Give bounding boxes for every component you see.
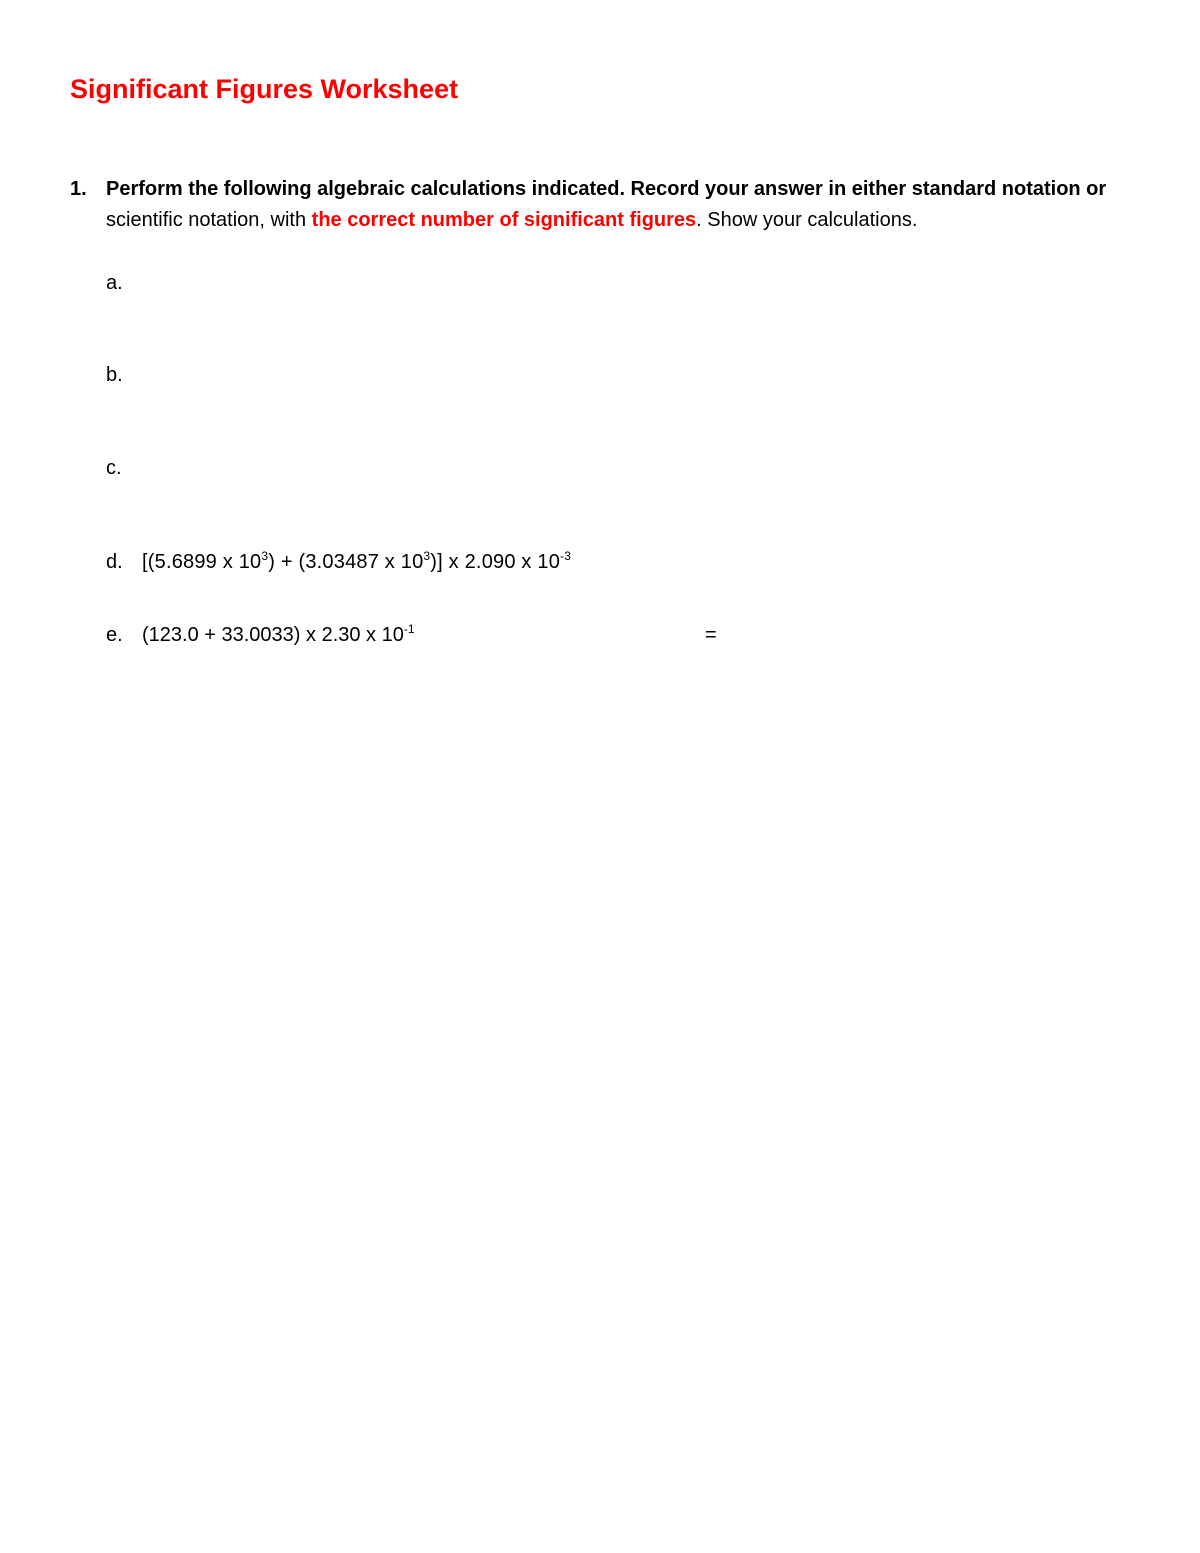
question-number: 1. bbox=[70, 178, 87, 200]
expr-d-part3: )] x 2.090 x 10 bbox=[430, 551, 561, 573]
instruction-emphasis: the correct number of significant figures bbox=[311, 209, 697, 231]
instruction-text-post: . Show your calculations. bbox=[696, 209, 918, 231]
expr-d-exponent1: 3 bbox=[261, 549, 269, 563]
item-expression-d bbox=[142, 551, 571, 574]
item-label-e: e. bbox=[106, 624, 123, 646]
item-label-d: d. bbox=[106, 551, 123, 573]
expr-e-part1: (123.0 + 33.0033) x 2.30 x 10 bbox=[142, 624, 404, 646]
item-expression-e bbox=[142, 624, 415, 647]
question-instruction-line1: Perform the following algebraic calculations indicated. Record your answer in either standard notation or bbox=[106, 178, 1107, 200]
question-instruction-line2 bbox=[106, 209, 917, 232]
page-title: Significant Figures Worksheet bbox=[70, 74, 459, 104]
item-label-b: b. bbox=[106, 364, 123, 386]
expr-d-part1: [(5.6899 x 10 bbox=[142, 551, 262, 573]
item-label-a: a. bbox=[106, 272, 123, 294]
expr-e-exponent1: -1 bbox=[403, 622, 415, 636]
expr-d-exponent2: 3 bbox=[423, 549, 431, 563]
equals-sign: = bbox=[705, 624, 717, 646]
expr-d-part2: ) + (3.03487 x 10 bbox=[268, 551, 424, 573]
instruction-text-pre: scientific notation, with bbox=[106, 209, 312, 231]
item-label-c: c. bbox=[106, 457, 122, 479]
expr-d-exponent3: -3 bbox=[560, 549, 572, 563]
